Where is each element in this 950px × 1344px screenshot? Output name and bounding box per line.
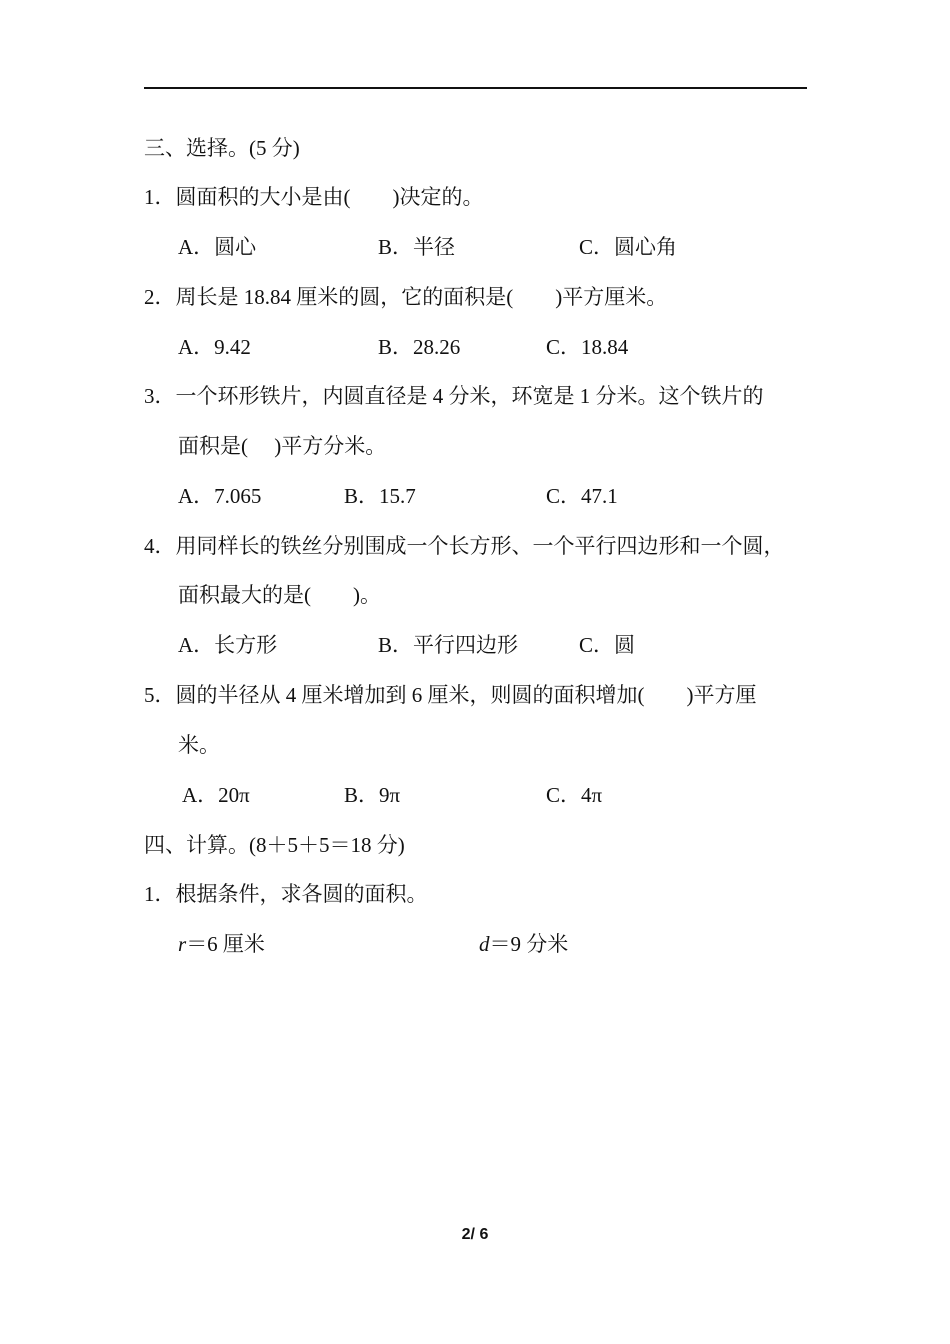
question-5-line-1: 5．圆的半径从 4 厘米增加到 6 厘米，则圆的面积增加( )平方厘 bbox=[144, 683, 757, 707]
question-3-line-2: 面积是( )平方分米。 bbox=[178, 434, 387, 458]
section-4-question-1: 1．根据条件，求各圆的面积。 bbox=[144, 882, 428, 906]
given-radius bbox=[178, 930, 265, 958]
diameter-variable: d bbox=[479, 932, 490, 956]
q4-option-b: B．平行四边形 bbox=[378, 633, 519, 657]
question-2: 2．周长是 18.84 厘米的圆，它的面积是( )平方厘米。 bbox=[144, 285, 668, 309]
q3-option-c: C．47.1 bbox=[546, 484, 618, 508]
q2-option-c: C．18.84 bbox=[546, 335, 629, 359]
radius-value: ＝6 厘米 bbox=[186, 932, 265, 956]
question-4-line-2: 面积最大的是( )。 bbox=[178, 583, 381, 607]
question-5-line-2: 米。 bbox=[178, 733, 220, 757]
q4-option-c: C．圆 bbox=[579, 633, 636, 657]
given-diameter bbox=[479, 930, 568, 958]
section-3-title: 三、选择。(5 分) bbox=[144, 136, 300, 160]
q5-option-b: B．9π bbox=[344, 783, 401, 807]
q1-option-c: C．圆心角 bbox=[579, 235, 678, 259]
q3-option-b: B．15.7 bbox=[344, 484, 416, 508]
radius-variable: r bbox=[178, 932, 187, 956]
section-4-title: 四、计算。(8＋5＋5＝18 分) bbox=[144, 833, 405, 857]
q5-option-a: A．20π bbox=[182, 783, 250, 807]
q1-option-a: A．圆心 bbox=[178, 235, 257, 259]
question-1: 1．圆面积的大小是由( )决定的。 bbox=[144, 185, 484, 209]
q3-option-a: A．7.065 bbox=[178, 484, 262, 508]
q5-option-c: C．4π bbox=[546, 783, 603, 807]
q2-option-b: B．28.26 bbox=[378, 335, 461, 359]
q2-option-a: A．9.42 bbox=[178, 335, 251, 359]
diameter-value: ＝9 分米 bbox=[489, 932, 569, 956]
page-number: 2/ 6 bbox=[461, 1226, 489, 1243]
q4-option-a: A．长方形 bbox=[178, 633, 278, 657]
question-4-line-1: 4．用同样长的铁丝分别围成一个长方形、一个平行四边形和一个圆， bbox=[144, 534, 785, 558]
question-3-line-1: 3．一个环形铁片，内圆直径是 4 分米，环宽是 1 分米。这个铁片的 bbox=[144, 384, 764, 408]
header-rule bbox=[144, 87, 807, 89]
q1-option-b: B．半径 bbox=[378, 235, 456, 259]
